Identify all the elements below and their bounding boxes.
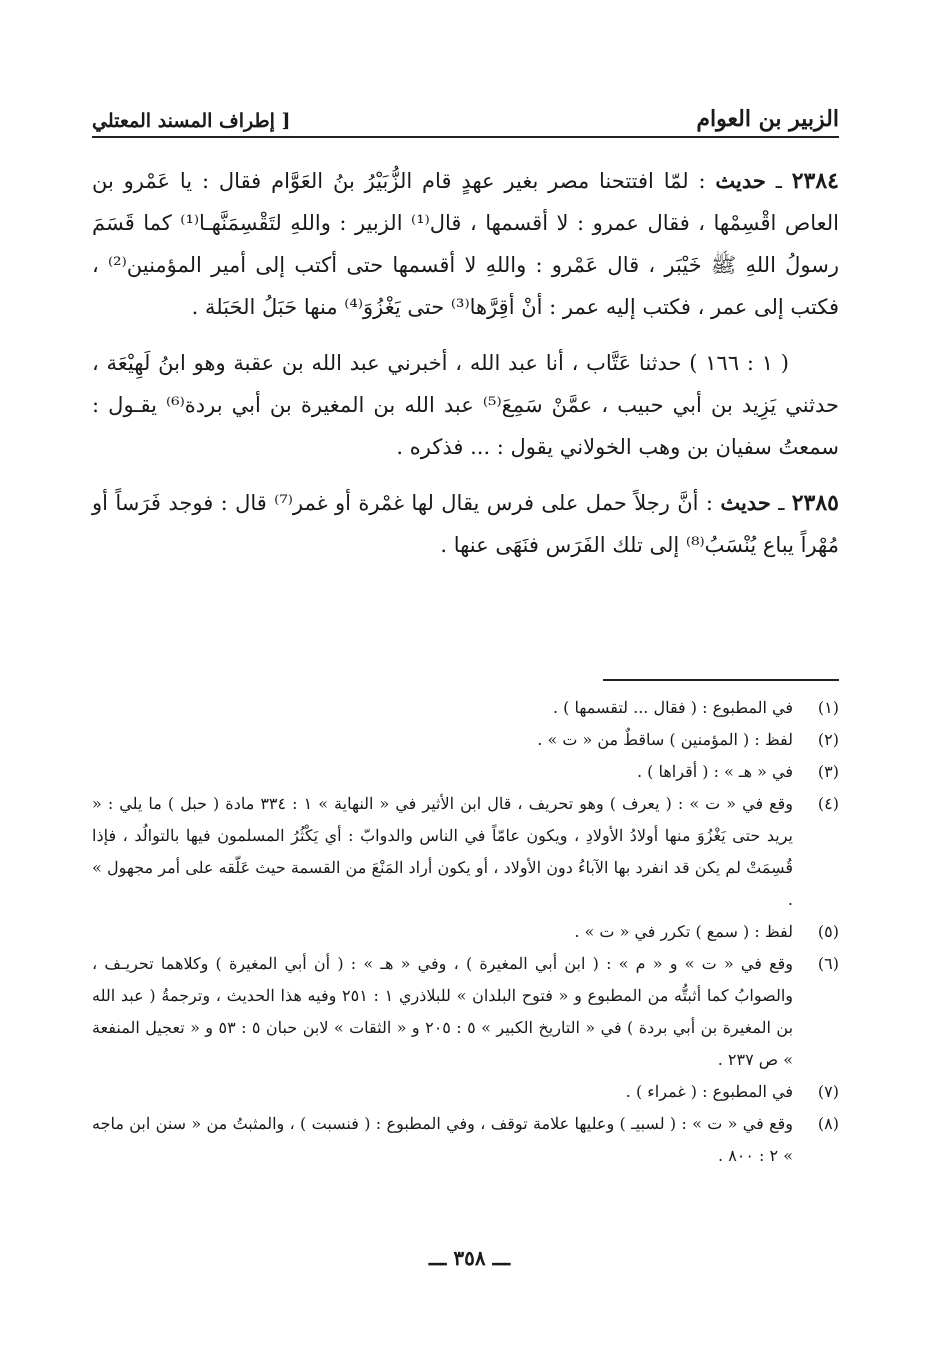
footnote-number: (٥) bbox=[817, 922, 839, 941]
header-book-title: [ إطراف المسند المعتلي bbox=[92, 110, 291, 132]
footnote bbox=[92, 788, 839, 916]
footnote-separator bbox=[603, 679, 839, 681]
header-chapter-title: الزبير بن العوام bbox=[696, 106, 839, 132]
hadith-number: ٢٣٨٤ bbox=[791, 168, 839, 194]
footnote-number: (١) bbox=[817, 698, 839, 717]
footnote-number: (٦) bbox=[817, 954, 839, 973]
footnote-text: وقع في « ت » : ( يعرف ) وهو تحريف ، قال ابن الأثير في « النهاية » ١ : ٣٣٤ مادة ( حبل ) ما يلي : « يريد حتى يَغْزُوَ منها أولادُ الأولادِ ، ويكون عامّاً في الناس والدوابّ : أي يَكْثُرُ المسلمون فيها بالتوالُد ، فإذا قُسِمَتْ لم يكن قد انفرد بها الآباءُ دون الأولاد ، أو يكون أراد المَنْعَ من القسمة حيث عَلّقه على أمر مجهول » . bbox=[92, 794, 794, 909]
footnote-text: في المطبوع : ( غمراء ) . bbox=[625, 1082, 793, 1101]
footnote-number: (٢) bbox=[817, 730, 839, 749]
hadith-text: : لمّا افتتحنا مصر بغير عهدٍ قام الزُّبَيْرُ بنُ العَوَّام فقال : يا عَمْرو بن العاص اقْسِمْها ، فقال عمرو : لا أقسمها ، قال⁽¹⁾ الزبير : واللهِ لتَقْسِمَنَّهـا⁽¹⁾ كما قَسَمَ رسولُ اللهِ ﷺ خَيْبَر ، قال عَمْرو : واللهِ لا أقسمها حتى أكتب إلى أمير المؤمنين⁽²⁾ ، فكتب إلى عمر ، فكتب إليه عمر : أنْ أقِرَّها⁽³⁾ حتى يَغْزُوَ⁽⁴⁾ منها حَبَلُ الحَبَلة . bbox=[92, 169, 839, 319]
footnote bbox=[92, 692, 839, 724]
hadith-2385 bbox=[92, 482, 839, 566]
footnote-text: في « هـ » : ( أقراها ) . bbox=[636, 762, 793, 781]
footnote-text: لفظ : ( سمع ) تكرر في « ت » . bbox=[574, 922, 793, 941]
footnotes bbox=[92, 692, 839, 1172]
running-header bbox=[92, 88, 839, 138]
footnote-number: (٣) bbox=[817, 762, 839, 781]
footnote bbox=[92, 724, 839, 756]
hadith-dash: ـ bbox=[765, 169, 792, 193]
page-number: ـــ ٣٥٨ ـــ bbox=[428, 1246, 511, 1270]
footnote bbox=[92, 756, 839, 788]
footnote bbox=[92, 948, 839, 1076]
hadith-keyword: حديث bbox=[720, 490, 771, 515]
main-text bbox=[92, 160, 839, 580]
hadith-dash: ـ bbox=[770, 491, 792, 515]
footnote bbox=[92, 1108, 839, 1172]
footnote bbox=[92, 916, 839, 948]
footnote-number: (٧) bbox=[817, 1082, 839, 1101]
footnote-text: وقع في « ت » و « م » : ( ابن أبي المغيرة ) ، وفي « هـ » : ( أن أبي المغيرة ) وكلاهما تحريـف ، والصوابُ كما أثبتُّه من المطبوع و « فتوح البلدان » للبلاذري ١ : ٢٥١ وفيه هذا الحديث ، وترجمةُ ( عبد الله بن المغيرة بن أبي بردة ) في « التاريخ الكبير » ٥ : ٢٠٥ و « الثقات » لابن حبان ٥ : ٥٣ و « تعجيل المنفعة » ص ٢٣٧ . bbox=[92, 954, 794, 1069]
footnote-text: لفظ : ( المؤمنين ) ساقطٌ من « ت » . bbox=[537, 730, 793, 749]
isnad-2384: ( ١ : ١٦٦ ) حدثنا عَتَّاب ، أنا عبد الله ، أخبرني عبد الله بن عقبة وهو ابنُ لَهِيْعَة ، حدثني يَزِيد بن أبي حبيب ، عمَّنْ سَمِعَ⁽⁵⁾ عبد الله بن المغيرة بن أبي بردة⁽⁶⁾ يقـول : سمعتُ سفيان بن وهب الخولاني يقول : ... فذكره . bbox=[92, 351, 839, 459]
footnote-number: (٨) bbox=[817, 1114, 839, 1133]
hadith-2384 bbox=[92, 160, 839, 328]
footnote-text: وقع في « ت » : ( لسبيـ ) وعليها علامة توقف ، وفي المطبوع : ( فنسبت ) ، والمثبتُ من « سنن ابن ماجه » ٢ : ٨٠٠ . bbox=[92, 1114, 793, 1165]
footnote bbox=[92, 1076, 839, 1108]
hadith-number: ٢٣٨٥ bbox=[791, 490, 839, 516]
footnote-number: (٤) bbox=[817, 794, 839, 813]
hadith-keyword: حديث bbox=[715, 168, 766, 193]
footnote-text: في المطبوع : ( فقال ... لتقسمها ) . bbox=[552, 698, 793, 717]
hadith-text: : أنَّ رجلاً حمل على فرس يقال لها غمْرة أو غمر⁽⁷⁾ قال : فوجد فَرَساً أو مُهْراً يباع يُنْسَبُ⁽⁸⁾ إلى تلك الفَرَس فنَهَى عنها . bbox=[92, 491, 839, 557]
